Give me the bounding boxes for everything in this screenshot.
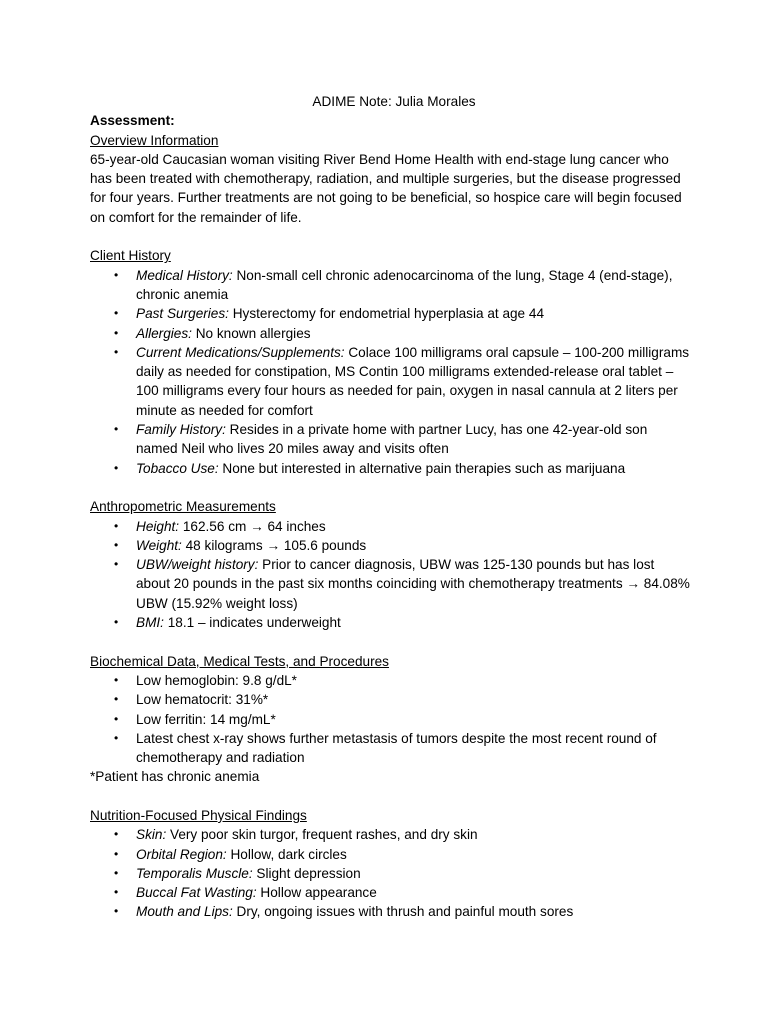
item-text: Hollow, dark circles: [226, 846, 347, 862]
bullet-icon: •: [114, 885, 119, 900]
item-text: Low ferritin: 14 mg/mL*: [136, 711, 276, 727]
item-text: Hollow appearance: [256, 885, 377, 901]
bullet-icon: •: [114, 518, 119, 533]
spacer: [90, 478, 690, 497]
bullet-icon: •: [114, 711, 119, 726]
item-text: Low hemoglobin: 9.8 g/dL*: [136, 672, 297, 688]
list-item: [90, 845, 690, 864]
bullet-icon: •: [114, 672, 119, 687]
item-label: Weight:: [136, 537, 182, 553]
list-item: [90, 459, 690, 478]
item-text: Slight depression: [252, 865, 361, 881]
bullet-icon: •: [114, 692, 119, 707]
client-history-heading: Client History: [90, 248, 171, 264]
bullet-icon: •: [114, 344, 119, 359]
item-label: Past Surgeries:: [136, 306, 229, 322]
item-label: Temporalis Muscle:: [136, 865, 253, 881]
item-label: Current Medications/Supplements:: [136, 344, 345, 360]
bullet-icon: •: [114, 846, 119, 861]
item-text: None but interested in alternative pain therapies such as marijuana: [218, 460, 626, 476]
item-text: Latest chest x-ray shows further metastasis of tumors despite the most recent round of chemotherapy and radiation: [136, 730, 657, 766]
list-item: [90, 536, 690, 555]
item-text: No known allergies: [191, 325, 311, 341]
list-item: [90, 864, 690, 883]
list-item: [90, 555, 690, 613]
bullet-icon: •: [114, 422, 119, 437]
item-label: Tobacco Use:: [136, 460, 219, 476]
item-text: Hysterectomy for endometrial hyperplasia at age 44: [228, 306, 545, 322]
client-history-list: [90, 266, 690, 478]
page-title: ADIME Note: Julia Morales: [312, 94, 476, 109]
item-text: 18.1 – indicates underweight: [163, 615, 341, 631]
item-label: Family History:: [136, 422, 226, 438]
bullet-icon: •: [114, 615, 119, 630]
item-label: Height:: [136, 518, 180, 534]
bullet-icon: •: [114, 557, 119, 572]
bullet-icon: •: [114, 460, 119, 475]
biochemical-heading: Biochemical Data, Medical Tests, and Procedures: [90, 653, 389, 669]
anthropometric-heading: Anthropometric Measurements: [90, 499, 276, 515]
item-label: UBW/weight history:: [136, 557, 259, 573]
item-label: Allergies:: [136, 325, 192, 341]
item-text: 48 kilograms → 105.6 pounds: [181, 537, 367, 553]
list-item: [90, 343, 690, 420]
bullet-icon: •: [114, 730, 119, 745]
list-item: [90, 671, 690, 690]
list-item: [90, 690, 690, 709]
item-label: Skin:: [136, 827, 167, 843]
item-text: Colace 100 milligrams oral capsule – 100-200 milligrams daily as needed for constipation, MS Contin 100 milligrams extended-release oral tablet – 100 milligrams every four hours as needed for pain, oxygen in nasal cannula at 2 liters per minute as needed for comfort: [136, 344, 690, 418]
list-item: [90, 324, 690, 343]
bullet-icon: •: [114, 827, 119, 842]
list-item: [90, 517, 690, 536]
overview-heading: Overview Information: [90, 132, 219, 148]
item-label: Orbital Region:: [136, 846, 227, 862]
spacer: [90, 787, 690, 806]
document-page: [90, 92, 690, 922]
item-label: BMI:: [136, 615, 164, 631]
bullet-icon: •: [114, 537, 119, 552]
nfpf-heading: Nutrition-Focused Physical Findings: [90, 807, 307, 823]
list-item: [90, 902, 690, 921]
bullet-icon: •: [114, 865, 119, 880]
bullet-icon: •: [114, 267, 119, 282]
item-text: Low hematocrit: 31%*: [136, 692, 269, 708]
item-text: 162.56 cm → 64 inches: [179, 518, 326, 534]
item-text: Non-small cell chronic adenocarcinoma of the lung, Stage 4 (end-stage), chronic anemia: [136, 267, 673, 302]
list-item: [90, 729, 690, 768]
item-text: Prior to cancer diagnosis, UBW was 125-130 pounds but has lost about 20 pounds in the past six months coinciding with chemotherapy treatments → 84.08% UBW (15.92% weight loss): [136, 557, 690, 611]
item-text: Resides in a private home with partner Lucy, has one 42-year-old son named Neil who lives 20 miles away and visits often: [136, 422, 648, 457]
spacer: [90, 227, 690, 246]
item-label: Mouth and Lips:: [136, 904, 233, 920]
item-label: Buccal Fat Wasting:: [136, 885, 257, 901]
list-item: [90, 266, 690, 305]
item-text: Dry, ongoing issues with thrush and painful mouth sores: [232, 904, 574, 920]
list-item: [90, 825, 690, 844]
list-item: [90, 613, 690, 632]
bullet-icon: •: [114, 325, 119, 340]
list-item: [90, 304, 690, 323]
spacer: [90, 632, 690, 651]
item-label: Medical History:: [136, 267, 233, 283]
biochemical-list: [90, 671, 690, 767]
bullet-icon: •: [114, 904, 119, 919]
item-text: Very poor skin turgor, frequent rashes, and dry skin: [166, 827, 478, 843]
anthropometric-list: [90, 517, 690, 633]
anemia-note: *Patient has chronic anemia: [90, 769, 260, 785]
assessment-label: Assessment:: [90, 113, 175, 129]
list-item: [90, 710, 690, 729]
list-item: [90, 883, 690, 902]
overview-text: 65-year-old Caucasian woman visiting River Bend Home Health with end-stage lung cancer who has been treated with chemotherapy, radiation, and multiple surgeries, but the disease progressed for four years. Further treatments are not going to be beneficial, so hospice care will begin focused on comfort for the remainder of life.: [90, 151, 682, 225]
nfpf-list: [90, 825, 690, 921]
list-item: [90, 420, 690, 459]
bullet-icon: •: [114, 306, 119, 321]
